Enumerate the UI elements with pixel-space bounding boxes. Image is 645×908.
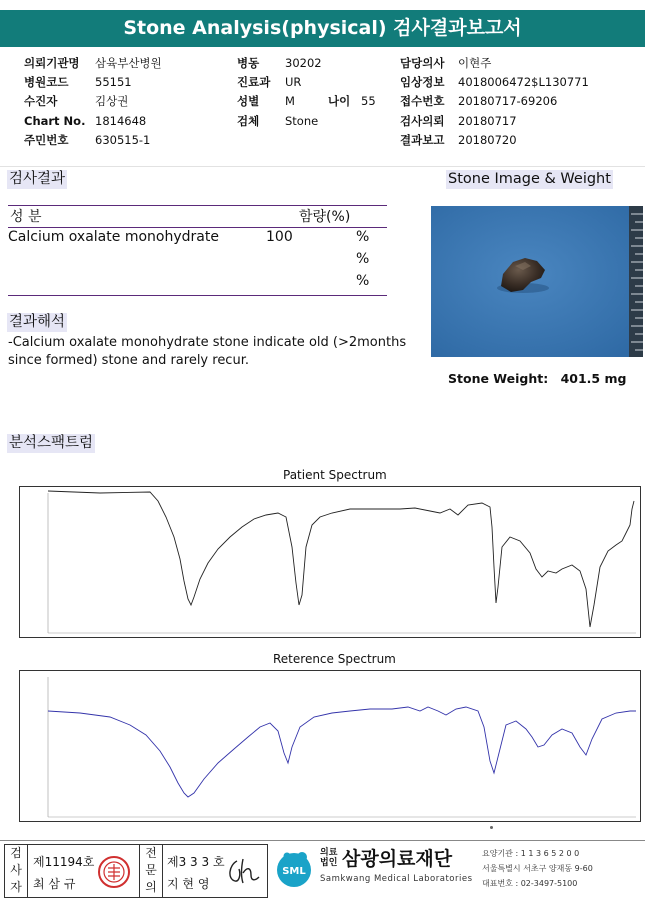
org-phone: 대표번호 : 02-3497-5100	[482, 879, 578, 888]
composition-table	[8, 205, 387, 297]
info-value: 30202	[285, 56, 322, 70]
stone-weight-value: 401.5 mg	[560, 371, 627, 386]
org-name-en: Samkwang Medical Laboratories	[320, 874, 473, 884]
stone-image	[431, 206, 643, 357]
footer-rule	[0, 840, 645, 841]
org-code: 요양기관 : 1 1 3 6 5 2 0 0	[482, 849, 580, 858]
info-value: 이현주	[458, 56, 492, 70]
info-label: 진료과	[237, 75, 271, 89]
col-header-content: 함량(%)	[299, 209, 351, 225]
org-name: 삼광의료재단	[342, 848, 453, 870]
spectrum-heading: 분석스팩트럼	[9, 435, 94, 451]
info-value: 20180717	[458, 114, 517, 128]
info-value: 55	[361, 94, 376, 108]
result-heading: 검사결과	[9, 171, 66, 187]
sml-logo-icon	[272, 846, 318, 892]
patient-spectrum-chart	[19, 486, 641, 638]
info-label: 성별	[237, 94, 260, 108]
component-unit: %	[356, 273, 370, 289]
info-value: M	[285, 94, 295, 108]
info-value: 55151	[95, 75, 132, 89]
sig-divider	[162, 845, 163, 897]
section-divider	[0, 166, 645, 167]
specialist-name: 지 현 영	[167, 877, 210, 891]
component-unit: %	[356, 251, 370, 267]
info-label: 결과보고	[400, 133, 445, 147]
info-value: 630515-1	[95, 133, 151, 147]
info-label: 병동	[237, 56, 260, 70]
info-label: Chart No.	[24, 114, 86, 128]
info-label: 수진자	[24, 94, 58, 108]
info-label: 검사의뢰	[400, 114, 445, 128]
table-rule	[8, 295, 387, 296]
patient-spectrum-title: Patient Spectrum	[283, 468, 387, 482]
reference-spectrum-chart	[19, 670, 641, 822]
report-title: Stone Analysis(physical) 검사결과보고서	[0, 10, 645, 47]
handwritten-signature	[225, 855, 261, 887]
info-value: 20180720	[458, 133, 517, 147]
table-rule	[8, 227, 387, 228]
report-footer	[0, 840, 645, 908]
patient-info	[0, 54, 645, 154]
info-label: 검체	[237, 114, 260, 128]
spectrum-marker	[490, 826, 493, 829]
info-value: 4018006472$L130771	[458, 75, 589, 89]
info-label: 주민번호	[24, 133, 69, 147]
info-label: 나이	[328, 94, 351, 108]
stone-weight	[448, 371, 626, 386]
logo-text: SML	[282, 866, 306, 877]
inspector-label-text: 검사자	[10, 846, 22, 894]
info-value: 김상권	[95, 94, 129, 108]
info-label: 의뢰기관명	[24, 56, 80, 70]
org-prefix: 의료법인	[320, 848, 338, 868]
component-unit: %	[356, 229, 370, 245]
specialist-label-text: 전문의	[145, 846, 157, 894]
info-value: 삼육부산병원	[95, 56, 162, 70]
inspector-license: 제11194호	[33, 855, 95, 869]
stone-heading: Stone Image & Weight	[448, 171, 611, 187]
info-value: 1814648	[95, 114, 147, 128]
info-label: 병원코드	[24, 75, 69, 89]
stone-weight-label: Stone Weight:	[448, 371, 549, 386]
inspector-label	[5, 845, 27, 897]
info-value: Stone	[285, 114, 319, 128]
signature-box	[4, 844, 268, 898]
component-value: 100	[266, 229, 293, 245]
specialist-license: 제3 3 3 호	[167, 855, 225, 869]
org-address: 서울특별시 서초구 양재동 9-60	[482, 864, 593, 873]
specialist-label	[140, 845, 162, 897]
seal-stamp	[97, 855, 131, 889]
info-label: 접수번호	[400, 94, 445, 108]
component-name: Calcium oxalate monohydrate	[8, 229, 219, 245]
interpretation-heading: 결과해석	[9, 314, 66, 330]
info-label: 임상정보	[400, 75, 445, 89]
info-value: 20180717-69206	[458, 94, 558, 108]
reference-spectrum-title: Reterence Spectrum	[273, 652, 396, 666]
inspector-name: 최 삼 규	[33, 877, 76, 891]
col-header-component: 성 분	[10, 209, 42, 225]
info-label: 담당의사	[400, 56, 445, 70]
info-value: UR	[285, 75, 302, 89]
interpretation-text: -Calcium oxalate monohydrate stone indicate old (>2months since formed) stone and rarely recur.	[8, 335, 407, 368]
sig-divider	[27, 845, 28, 897]
